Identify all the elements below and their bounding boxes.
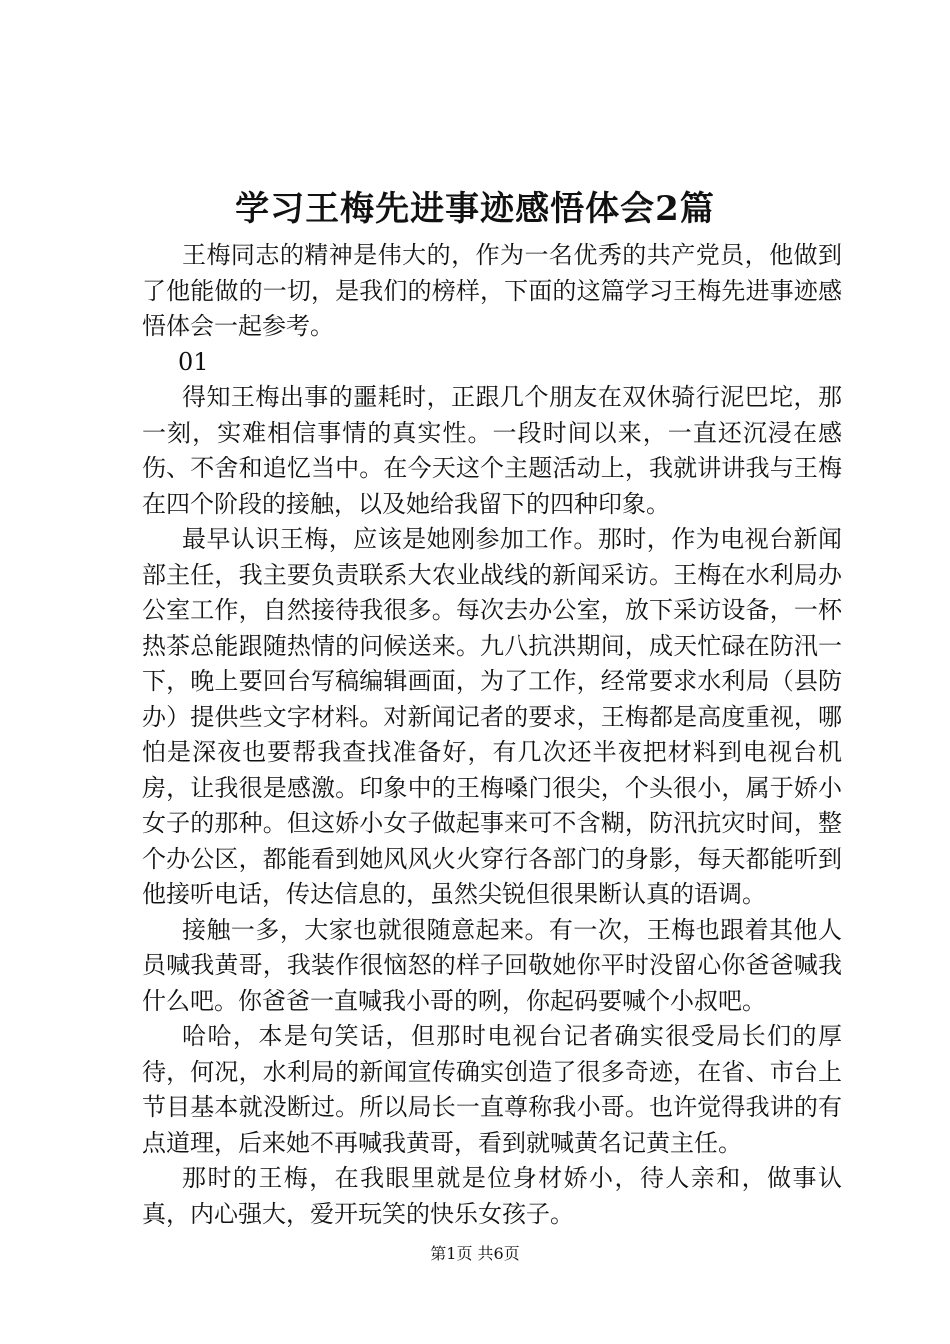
paragraph-intro: 王梅同志的精神是伟大的，作为一名优秀的共产党员，他做到了他能做的一切，是我们的榜样，下面的这篇学习王梅先进事迹感悟体会一起参考。 — [142, 241, 842, 340]
paragraph: 接触一多，大家也就很随意起来。有一次，王梅也跟着其他人员喊我黄哥，我装作很恼怒的样子回敬她你平时没留心你爸爸喊我什么吧。你爸爸一直喊我小哥的咧，你起码要喊个小叔吧。 — [142, 915, 842, 1015]
document-body — [142, 238, 842, 1232]
paragraph: 哈哈，本是句笑话，但那时电视台记者确实很受局长们的厚待，何况，水利局的新闻宣传确实创造了很多奇迹，在省、市台上节目基本就没断过。所以局长一直尊称我小哥。也许觉得我讲的有点道理，后来她不再喊我黄哥，看到就喊黄名记黄主任。 — [142, 1022, 842, 1157]
page-footer: 第1页 共6页 — [430, 1244, 520, 1263]
paragraph: 最早认识王梅，应该是她刚参加工作。那时，作为电视台新闻部主任，我主要负责联系大农业战线的新闻采访。王梅在水利局办公室工作，自然接待我很多。每次去办公室，放下采访设备，一杯热茶总能跟随热情的问候送来。九八抗洪期间，成天忙碌在防汛一下，晚上要回台写稿编辑画面，为了工作，经常要求水利局（县防办）提供些文字材料。对新闻记者的要求，王梅都是高度重视，哪怕是深夜也要帮我查找准备好，有几次还半夜把材料到电视台机房，让我很是感激。印象中的王梅嗓门很尖，个头很小，属于娇小女子的那种。但这娇小女子做起事来可不含糊，防汛抗灾时间，整个办公区，都能看到她风风火火穿行各部门的身影，每天都能听到他接听电话，传达信息的，虽然尖锐但很果断认真的语调。 — [142, 525, 842, 908]
section-number: 01 — [178, 347, 209, 376]
paragraph: 那时的王梅，在我眼里就是位身材娇小，待人亲和，做事认真，内心强大，爱开玩笑的快乐女孩子。 — [142, 1164, 842, 1228]
document-title: 学习王梅先进事迹感悟体会2篇 — [235, 189, 715, 229]
paragraph: 得知王梅出事的噩耗时，正跟几个朋友在双休骑行泥巴坨，那一刻，实难相信事情的真实性。一段时间以来，一直还沉浸在感伤、不舍和追忆当中。在今天这个主题活动上，我就讲讲我与王梅在四个阶段的接触，以及她给我留下的四种印象。 — [142, 383, 842, 518]
